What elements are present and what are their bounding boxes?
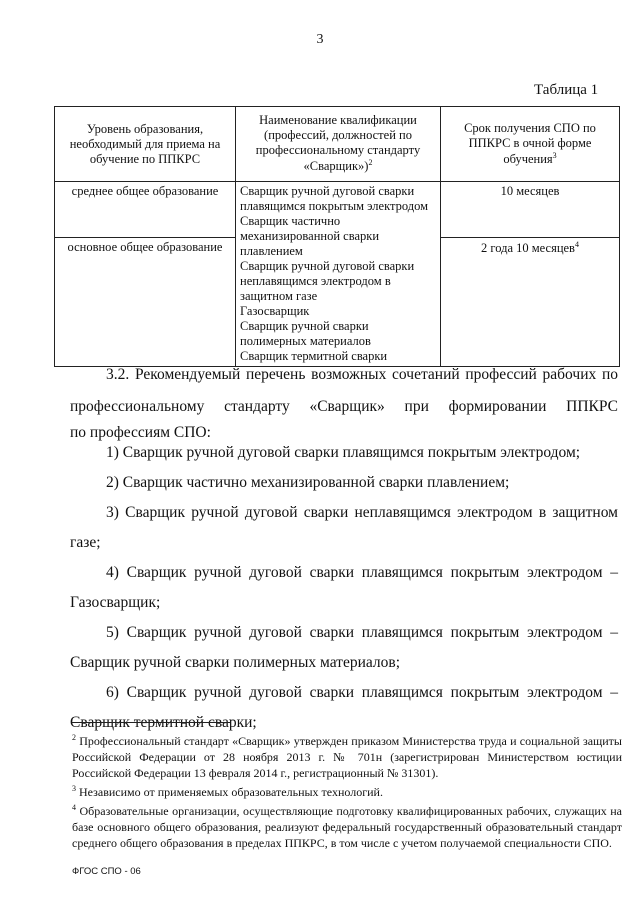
education-level-cell: основное общее образование xyxy=(55,238,236,367)
list-item: 6) Сварщик ручной дуговой сварки плавящимся покрытым электродом – xyxy=(106,684,618,701)
qualification-item: Сварщик ручной дуговой сварки неплавящимся электродом в защитном газе xyxy=(240,259,415,303)
qualification-list-cell xyxy=(236,182,441,367)
footnotes xyxy=(72,730,622,851)
qualification-item: Газосварщик xyxy=(240,304,310,318)
header-education-level: Уровень образования, необходимый для приема на обучение по ППКРС xyxy=(55,107,236,182)
section-intro-line: профессиональному стандарту «Сварщик» при формировании ППКРС xyxy=(70,398,618,415)
qualification-item: Сварщик термитной сварки xyxy=(240,349,388,363)
section-intro-line: 3.2. Рекомендуемый перечень возможных сочетаний профессий рабочих по xyxy=(106,366,618,383)
document-code: ФГОС СПО - 06 xyxy=(72,866,141,877)
qualification-item: Сварщик ручной дуговой сварки плавящимся покрытым электродом xyxy=(240,184,429,213)
footnote-ref: 3 xyxy=(552,150,557,160)
section-3-2 xyxy=(70,362,618,446)
list-item: 3) Сварщик ручной дуговой сварки неплавящимся электродом в защитном xyxy=(106,504,618,521)
qualification-item: Сварщик частично механизированной сварки плавлением xyxy=(240,214,380,258)
list-item-continuation: Сварщик термитной сварки; xyxy=(70,714,257,731)
list-item: 5) Сварщик ручной дуговой сварки плавящимся покрытым электродом – xyxy=(106,624,618,641)
footnote: $^2$ Профессиональный стандарт «Сварщик» утвержден приказом Министерства труда и социальной защиты Российской Федерации от 28 ноября 2013 г. № 701н (зарегистрирован Министерством юстиции Российской Федерации 13 февраля 2014 г., регистрационный № 31301). xyxy=(72,733,622,780)
footnote: $^4$ Образовательные организации, осуществляющие подготовку квалифицированных рабочих, служащих на базе основного общего образования, реализуют федеральный государственный образовательный стандарт среднего общего образования в пределах ППКРС, в том числе с учетом получаемой специальности СПО. xyxy=(72,803,623,850)
footnote-ref: 4 xyxy=(574,240,579,249)
table-label: Таблица 1 xyxy=(534,82,599,98)
list-item: 1) Сварщик ручной дуговой сварки плавящимся покрытым электродом; xyxy=(106,444,581,461)
profession-combination-list xyxy=(70,440,618,736)
qualification-item: Сварщик ручной сварки полимерных материалов xyxy=(240,319,371,348)
qualification-table xyxy=(54,106,620,367)
table-header-row xyxy=(55,107,620,182)
education-level-cell: среднее общее образование xyxy=(55,182,236,238)
list-item-continuation: Сварщик ручной сварки полимерных материалов; xyxy=(70,654,400,671)
list-item: 2) Сварщик частично механизированной сварки плавлением; xyxy=(106,474,510,491)
page-number: 3 xyxy=(316,32,324,47)
footnote: $^3$ Независимо от применяемых образовательных технологий. xyxy=(72,784,383,799)
list-item-continuation: газе; xyxy=(70,534,101,551)
list-item-continuation: Газосварщик; xyxy=(70,594,161,611)
list-item: 4) Сварщик ручной дуговой сварки плавящимся покрытым электродом – xyxy=(106,564,618,581)
footnote-divider xyxy=(72,722,230,723)
duration-cell: 2 года 10 месяцев$^4$ xyxy=(441,238,620,367)
header-qualification: Наименование квалификации (профессий, должностей по профессиональному стандарту «Сварщик»)$^2$ xyxy=(236,107,441,182)
duration-cell: 10 месяцев xyxy=(441,182,620,238)
section-intro-line: по профессиям СПО: xyxy=(70,424,211,441)
table-row xyxy=(55,182,620,238)
footnote-ref: 2 xyxy=(368,158,373,168)
header-duration: Срок получения СПО по ППКРС в очной форме обучения$^3$ xyxy=(441,107,620,182)
